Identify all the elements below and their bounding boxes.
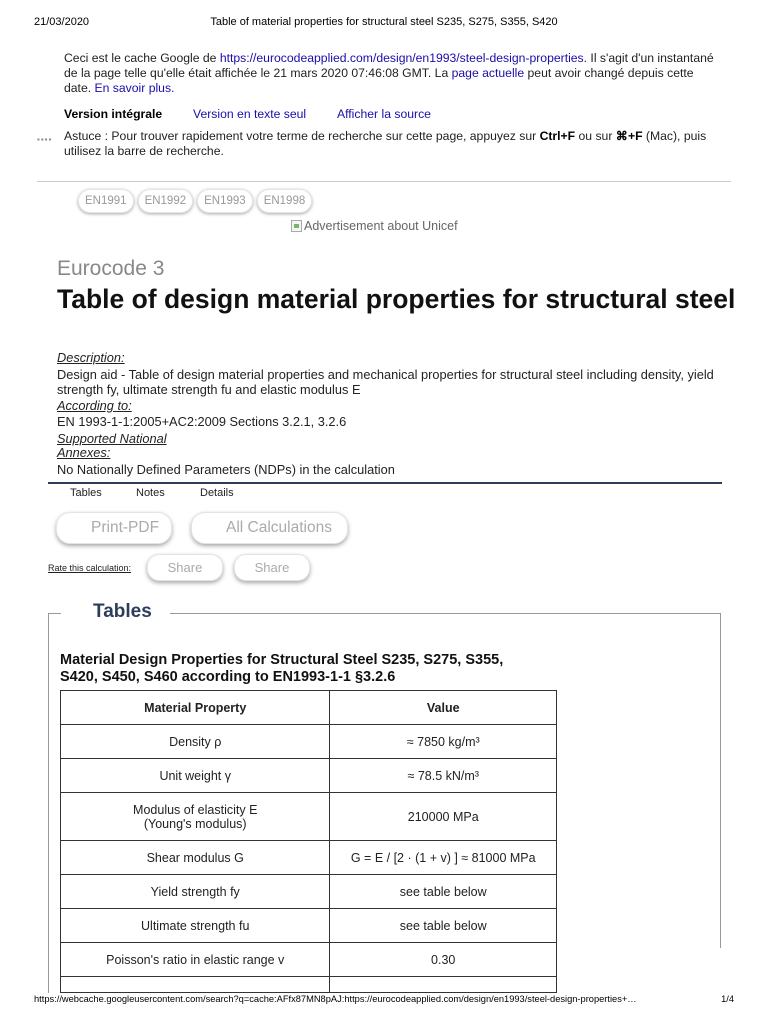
tab-en1993[interactable]: EN1993 xyxy=(197,189,253,213)
view-source-link[interactable]: Afficher la source xyxy=(337,107,431,121)
text-only-link[interactable]: Version en texte seul xyxy=(193,107,307,121)
fieldset-border-left xyxy=(48,613,49,993)
full-version-label: Version intégrale xyxy=(64,107,163,121)
fieldset-border-top-right xyxy=(170,613,721,614)
nav-divider xyxy=(48,482,722,484)
cache-notice-middle: . Il s'agit d'un instantané de la page telle qu'elle était affichée le 21 mars 2020 07:46:08 GMT. La xyxy=(64,51,714,80)
learn-more-link[interactable]: En savoir plus. xyxy=(94,81,175,95)
row-shear-value: G = E / [2 · (1 + v) ] ≈ 81000 MPa xyxy=(330,841,557,875)
row-density-prop: Density ρ xyxy=(61,725,330,759)
tip-prefix: Astuce : Pour trouver rapidement votre terme de recherche sur cette page, appuyez sur xyxy=(64,129,540,143)
print-footer-url: https://webcache.googleusercontent.com/search?q=cache:AFfx87MN8pAJ:https://eurocodeapplied.com/design/en1993/steel-design-properties+… xyxy=(34,994,637,1004)
annex-label-2-text: Annexes: xyxy=(57,445,111,460)
page-title: Table of design material properties for structural steel xyxy=(57,284,736,314)
broken-image-icon xyxy=(291,220,302,232)
advertisement-alt-text: Advertisement about Unicef xyxy=(304,219,458,233)
current-page-link[interactable]: page actuelle xyxy=(451,66,525,80)
tip-suffix: (Mac), puis utilisez la barre de recherche. xyxy=(64,129,707,158)
description-text: Design aid - Table of design material properties and mechanical properties for structural steel including density, yield strength fy, ultimate strength fu and elastic modulus E xyxy=(57,367,714,397)
table-row xyxy=(61,943,557,977)
row-modulus-prop-line2: (Young's modulus) xyxy=(143,816,247,831)
according-text: EN 1993-1-1:2005+AC2:2009 Sections 3.2.1, 3.2.6 xyxy=(57,414,347,429)
page-subtitle: Eurocode 3 xyxy=(57,257,165,280)
fieldset-border-top-left xyxy=(48,613,61,614)
annex-label-1-text: Supported National xyxy=(57,431,167,446)
header-value: Value xyxy=(330,691,557,725)
row-density-value: ≈ 7850 kg/m³ xyxy=(330,725,557,759)
all-calculations-button[interactable]: All Calculations xyxy=(191,512,348,544)
share-button-2[interactable]: Share xyxy=(234,554,310,581)
nav-notes[interactable]: Notes xyxy=(136,487,165,499)
advertisement[interactable] xyxy=(291,219,458,233)
nav-details[interactable]: Details xyxy=(200,487,234,499)
table-row xyxy=(61,725,557,759)
row-modulus-prop xyxy=(61,793,330,841)
tab-en1998[interactable]: EN1998 xyxy=(257,189,313,213)
keyboard-icon: ▪▪▪▪ xyxy=(37,135,53,144)
print-date: 21/03/2020 xyxy=(34,16,90,28)
search-tip xyxy=(64,129,724,159)
table-header-row xyxy=(61,691,557,725)
row-shear-prop: Shear modulus G xyxy=(61,841,330,875)
header-material-property: Material Property xyxy=(61,691,330,725)
rate-label: Rate this calculation: xyxy=(48,563,132,573)
row-yield-prop: Yield strength fy xyxy=(61,875,330,909)
tab-en1992[interactable]: EN1992 xyxy=(138,189,194,213)
row-unit-weight-prop: Unit weight γ xyxy=(61,759,330,793)
row-modulus-value: 210000 MPa xyxy=(330,793,557,841)
cache-notice xyxy=(64,51,714,96)
annex-text: No Nationally Defined Parameters (NDPs) in the calculation xyxy=(57,462,395,477)
tip-key-cmd-f: ⌘+F xyxy=(615,129,643,143)
row-poisson-prop: Poisson's ratio in elastic range v xyxy=(61,943,330,977)
row-poisson-value: 0.30 xyxy=(330,943,557,977)
row-cut-value xyxy=(330,977,557,993)
tip-key-ctrl-f: Ctrl+F xyxy=(539,129,576,143)
table-row xyxy=(61,759,557,793)
annex-label-1 xyxy=(57,431,717,446)
print-page-number: 1/4 xyxy=(721,994,734,1004)
table-row-partial xyxy=(61,977,557,993)
tab-en1991[interactable]: EN1991 xyxy=(78,189,134,213)
cache-notice-prefix: Ceci est le cache Google de xyxy=(64,51,220,65)
divider xyxy=(37,181,731,182)
row-ultimate-prop: Ultimate strength fu xyxy=(61,909,330,943)
table-row xyxy=(61,909,557,943)
print-pdf-button[interactable]: Print-PDF xyxy=(56,512,172,544)
row-modulus-prop-line1: Modulus of elasticity E xyxy=(133,802,258,817)
cached-url-link[interactable]: https://eurocodeapplied.com/design/en1993/steel-design-properties xyxy=(219,51,584,65)
material-properties-table xyxy=(60,690,557,993)
tables-heading: Tables xyxy=(93,601,152,622)
according-label xyxy=(57,398,717,413)
table-row xyxy=(61,875,557,909)
cache-notice-suffix: peut avoir changé depuis cette date. xyxy=(64,66,694,95)
description-label-text: Description: xyxy=(57,350,125,365)
table-row xyxy=(61,841,557,875)
tip-middle: ou sur xyxy=(575,129,616,143)
description-label xyxy=(57,350,717,365)
row-yield-value: see table below xyxy=(330,875,557,909)
according-label-text: According to: xyxy=(57,398,132,413)
table-title: Material Design Properties for Structural Steel S235, S275, S355, S420, S450, S460 according to EN1993-1-1 §3.2.6 xyxy=(60,652,504,685)
print-title: Table of material properties for structural steel S235, S275, S355, S420 xyxy=(210,16,558,28)
share-button-1[interactable]: Share xyxy=(147,554,223,581)
nav-tables[interactable]: Tables xyxy=(70,487,102,499)
row-unit-weight-value: ≈ 78.5 kN/m³ xyxy=(330,759,557,793)
table-row xyxy=(61,793,557,841)
annex-label-2 xyxy=(57,445,717,460)
fieldset-border-right xyxy=(720,613,721,948)
row-cut-prop xyxy=(61,977,330,993)
row-ultimate-value: see table below xyxy=(330,909,557,943)
eurocode-tabs xyxy=(78,189,312,213)
